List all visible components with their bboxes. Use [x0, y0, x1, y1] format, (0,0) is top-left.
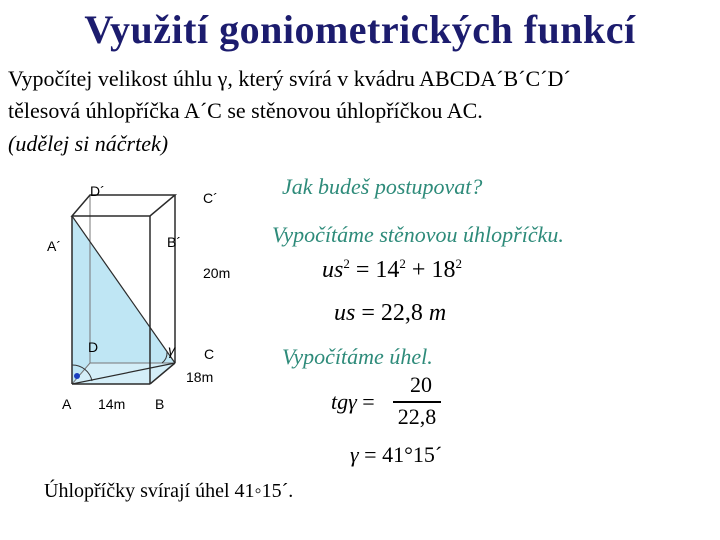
label-c2: C´ [203, 190, 218, 206]
eq3-numerator: 20 [410, 372, 432, 397]
eq1-b: 18 [431, 257, 456, 283]
eq2-lhs: us [334, 300, 356, 326]
step-2-text: Vypočítáme úhel. [282, 344, 433, 369]
equation-4: γ = 41°15´ [350, 442, 443, 467]
eq1-a-exp: 2 [399, 256, 406, 271]
dim-height: 20m [203, 265, 231, 281]
eq1-a: 14 [375, 257, 400, 283]
label-d: D [88, 339, 99, 355]
diagonal-triangle [72, 216, 175, 384]
dim-width: 14m [98, 396, 126, 412]
equation-1: $us^2 = 14^2 + 18^2$ [322, 256, 462, 283]
angle-dot [74, 373, 80, 379]
top-face [72, 195, 175, 216]
eq3-func: tgγ [331, 389, 357, 414]
eq2-unit: m [428, 300, 447, 326]
eq1-b-exp: 2 [455, 256, 462, 271]
gamma-label: γ [168, 342, 175, 358]
label-b: B [155, 396, 165, 412]
conclusion-text: Úhlopříčky svírají úhel 41◦15´. [44, 480, 294, 502]
task-hint: (udělej si náčrtek) [8, 131, 169, 156]
label-c: C [204, 346, 215, 362]
label-d2: D´ [90, 183, 105, 199]
cuboid-figure [47, 175, 250, 415]
equation-2: us = 22,8 m [334, 300, 447, 326]
eq3-denominator: 22,8 [397, 404, 437, 429]
task-line-2: tělesová úhlopříčka A´C se stěnovou úhlopříčkou AC. [8, 98, 483, 123]
eq1-lhs: us [322, 257, 344, 283]
label-b2: B´ [167, 234, 181, 250]
slide-title: Využití goniometrických funkcí [84, 7, 636, 52]
eq4-lhs: γ [350, 442, 359, 467]
label-a2: A´ [47, 238, 61, 254]
fraction-bar [393, 401, 441, 403]
eq2-value: 22,8 [380, 300, 423, 326]
task-line-1: Vypočítej velikost úhlu γ, který svírá v kvádru ABCDA´B´C´D´ [8, 66, 571, 91]
step-1-text: Vypočítáme stěnovou úhlopříčku. [272, 222, 564, 247]
dim-depth: 18m [186, 369, 214, 385]
eq1-exp: 2 [343, 256, 350, 271]
label-a: A [62, 396, 72, 412]
question-text: Jak budeš postupovat? [282, 174, 483, 199]
eq4-value: 41°15´ [382, 442, 443, 467]
